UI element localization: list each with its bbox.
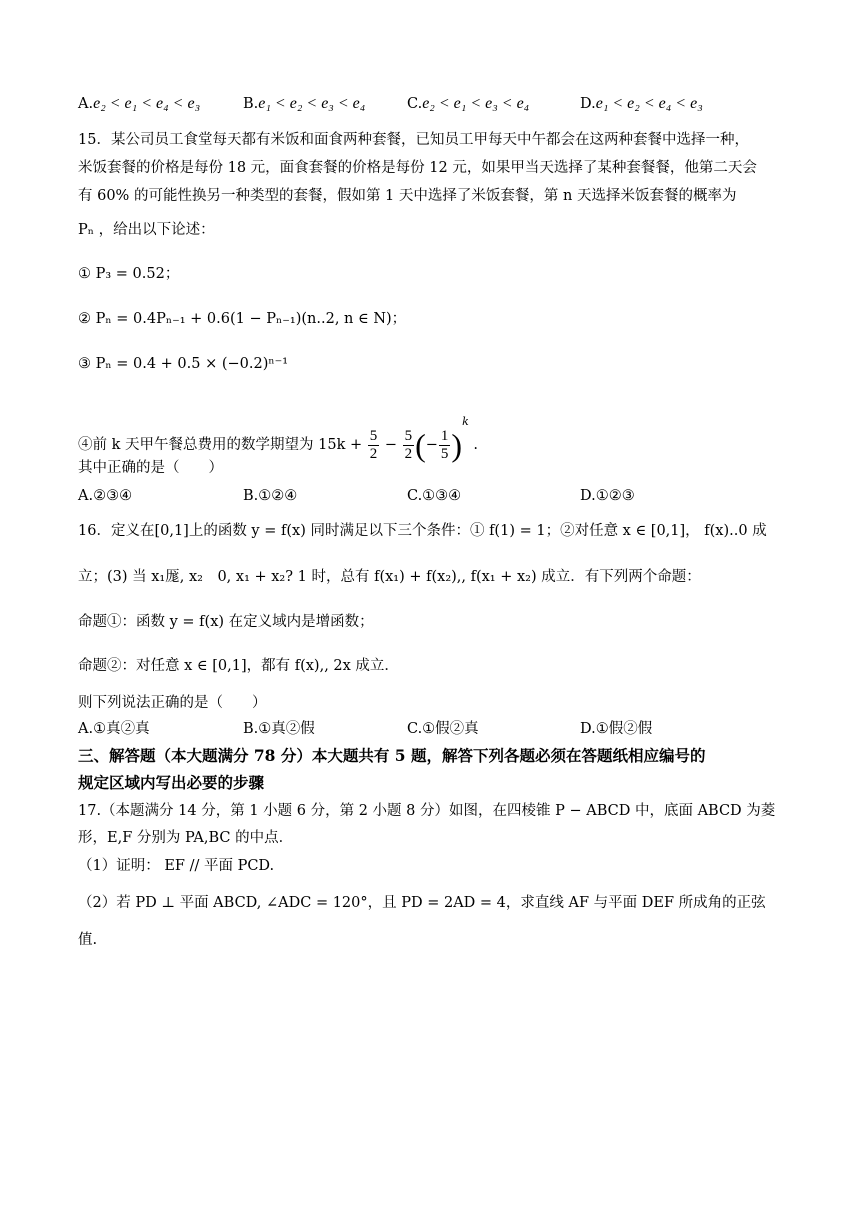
- q16-option-d: D.①假②假: [580, 721, 653, 737]
- fraction-numerator: 1: [440, 427, 449, 444]
- q16-option-b: B.①真②假: [243, 721, 315, 737]
- q16-line-2: 立；(3) 当 x₁厖, x₂ 0, x₁ + x₂? 1 时，总有 f(x₁) + f(x₂),, f(x₁ + x₂) 成立．有下列两个命题：: [78, 569, 701, 585]
- option-expr: e₁ < e₂ < e₃ < e₄: [258, 95, 366, 112]
- q15-option-d: D.①②③: [580, 488, 635, 504]
- fraction-denominator: 2: [404, 445, 413, 462]
- option-expr: e₁ < e₂ < e₄ < e₃: [595, 95, 703, 112]
- option-letter: C.: [407, 96, 423, 112]
- inner-minus: −: [425, 437, 438, 453]
- minus-sign: −: [384, 437, 397, 453]
- q15-line-3: 有 60% 的可能性换另一种类型的套餐，假如第 1 天中选择了米饭套餐，第 n 天选择米饭套餐的概率为: [78, 188, 737, 204]
- q15-statement-2: ② Pₙ = 0.4Pₙ₋₁ + 0.6(1 − Pₙ₋₁)(n..2, n ∈ N)；: [78, 311, 407, 327]
- fraction: [403, 428, 415, 463]
- q16-line-1: 16．定义在[0,1]上的函数 y = f(x) 同时满足以下三个条件：① f(1) = 1；②对任意 x ∈ [0,1]， f(x)..0 成: [78, 523, 767, 539]
- fraction-denominator: 2: [369, 445, 378, 462]
- option-letter: B.: [243, 96, 259, 112]
- right-paren: ): [451, 427, 463, 463]
- q17-line-1: 17.（本题满分 14 分，第 1 小题 6 分，第 2 小题 8 分）如图，在四棱锥 P − ABCD 中，底面 ABCD 为菱: [78, 803, 776, 819]
- q15-statement-3: ③ Pₙ = 0.4 + 0.5 × (−0.2)ⁿ⁻¹: [78, 356, 289, 372]
- q16-proposition-1: 命题①：函数 y = f(x) 在定义域内是增函数；: [78, 614, 374, 630]
- exponent: k: [462, 415, 469, 428]
- q15-option-c: C.①③④: [407, 488, 462, 504]
- q17-part-2: （2）若 PD ⊥ 平面 ABCD, ∠ADC = 120°，且 PD = 2AD = 4，求直线 AF 与平面 DEF 所成角的正弦: [78, 895, 766, 911]
- q15-line-4: Pₙ ，给出以下论述：: [78, 222, 215, 238]
- q16-prompt: 则下列说法正确的是（ ）: [78, 695, 267, 711]
- q14-option-d: [580, 94, 703, 114]
- q15-option-a: A.②③④: [78, 488, 133, 504]
- left-paren: (: [415, 427, 426, 463]
- q14-option-b: [243, 94, 365, 114]
- q15-statement-1: ① P₃ = 0.52；: [78, 266, 180, 282]
- fraction-denominator: 5: [440, 445, 449, 462]
- fraction-numerator: 5: [404, 427, 413, 444]
- q15-statement-4: [78, 402, 478, 463]
- q16-option-c: C.①假②真: [407, 721, 479, 737]
- fraction: [439, 428, 451, 463]
- option-expr: e₂ < e₁ < e₄ < e₃: [93, 95, 201, 112]
- q17-part-1: （1）证明： EF // 平面 PCD.: [78, 858, 275, 874]
- q16-proposition-2: 命题②：对任意 x ∈ [0,1]，都有 f(x),, 2x 成立．: [78, 658, 399, 674]
- statement-4-prefix: ④前 k 天甲午餐总费用的数学期望为 15k +: [78, 437, 363, 453]
- section-heading-line-1: 三、解答题（本大题满分 78 分）本大题共有 5 题，解答下列各题必须在答题纸相应编号的: [78, 746, 706, 765]
- fraction: [368, 428, 380, 463]
- q14-option-c: [407, 94, 529, 114]
- q15-line-2: 米饭套餐的价格是每份 18 元，面食套餐的价格是每份 12 元，如果甲当天选择了某种套餐餐，他第二天会: [78, 160, 757, 176]
- q15-line-1: 15．某公司员工食堂每天都有米饭和面食两种套餐，已知员工甲每天中午都会在这两种套餐中选择一种，: [78, 132, 749, 148]
- fraction-numerator: 5: [369, 427, 378, 444]
- option-letter: D.: [580, 96, 596, 112]
- statement-4-end: .: [473, 437, 478, 453]
- option-expr: e₂ < e₁ < e₃ < e₄: [422, 95, 530, 112]
- q15-prompt: 其中正确的是（ ）: [78, 460, 223, 476]
- section-heading-line-2: 规定区域内写出必要的步骤: [78, 773, 265, 792]
- q14-option-a: [78, 94, 200, 114]
- option-letter: A.: [78, 96, 94, 112]
- q16-option-a: A.①真②真: [78, 721, 150, 737]
- q15-option-b: B.①②④: [243, 488, 298, 504]
- q17-part-2-end: 值.: [78, 932, 98, 948]
- q17-line-2: 形，E,F 分别为 PA,BC 的中点．: [78, 830, 294, 846]
